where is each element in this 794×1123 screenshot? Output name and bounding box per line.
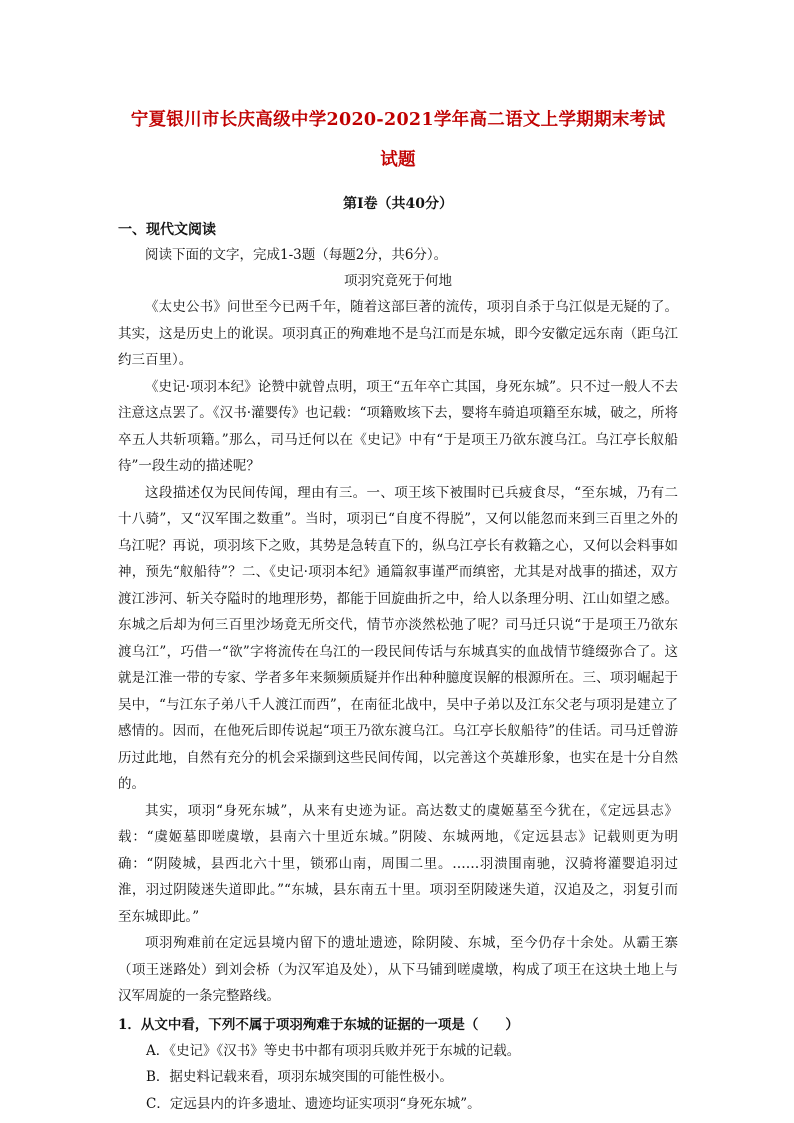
document-title	[118, 100, 678, 180]
title-line-1: 宁夏银川市长庆高级中学2020-2021学年高二语文上学期期末考试	[130, 110, 666, 130]
document-page	[118, 100, 678, 1117]
passage-paragraph: 其实，项羽“身死东城”，从来有史迹为证。高达数丈的虞姬墓至今犹在，《定远县志》载：“虞姬墓即嗟虞墩，县南六十里近东城。”阴陵、东城两地，《定远县志》记载则更为明确：“阴陵城，县西北六十里，锁邪山南，周围二里。……羽溃围南驰，汉骑将灌婴追羽过淮，羽过阴陵迷失道即此。”“东城，县东南五十里。项羽至阴陵迷失道，汉追及之，羽复引而至东城即此。”	[118, 802, 678, 925]
passage-paragraph: 《史记·项羽本纪》论赞中就曾点明，项王“五年卒亡其国，身死东城”。只不过一般人不去注意这点罢了。《汉书·灌婴传》也记载：“项籍败垓下去，婴将车骑追项籍至东城，破之，所将卒五人共斩项籍。”那么，司马迁何以在《史记》中有“于是项王乃欲东渡乌江。乌江亭长舣船待”一段生动的描述呢？	[118, 378, 678, 474]
passage-paragraph: 这段描述仅为民间传闻，理由有三。一、项王垓下被围时已兵疲食尽，“至东城，乃有二十八骑”，又“汉军围之数重”。当时，项羽已“自度不得脱”，又何以能忽而来到三百里之外的乌江呢？再说，项羽垓下之败，其势是急转直下的，纵乌江亭长有救籍之心，又何以会料事如神，预先“舣船待”？二、《史记·项羽本纪》通篇叙事谨严而缜密，尤其是对战事的描述，双方渡江涉河、斩关夺隘时的地理形势，都能于回旋曲折之中，给人以条理分明、江山如望之感。东城之后却为何三百里沙场竟无所交代，情节亦淡然松弛了呢？司马迁只说“于是项王乃欲东渡乌江”，巧借一“欲”字将流传在乌江的一段民间传话与东城真实的血战情节缝缀弥合了。这就是江淮一带的专家、学者多年来频频质疑并作出种种臆度误解的根源所在。三、项羽崛起于吴中，“与江东子弟八千人渡江而西”，在南征北战中，吴中子弟以及江东父老与项羽是建立了感情的。因而，在他死后即传说起“项王乃欲东渡乌江。乌江亭长舣船待”的佳话。司马迁曾游历过此地，自然有充分的机会采撷到这些民间传闻，以完善这个英雄形象，也实在是十分自然的。	[118, 484, 678, 792]
passage-paragraph: 项羽殉难前在定远县境内留下的遗址遗迹，除阴陵、东城，至今仍存十余处。从霸王寨（项王迷路处）到刘会桥（为汉军追及处），从下马铺到嗟虞墩，构成了项王在这块土地上与汉军周旋的一条完整路线。	[118, 935, 678, 1004]
passage-paragraph: 《太史公书》问世至今已两千年，随着这部巨著的流传，项羽自杀于乌江似是无疑的了。其实，这是历史上的讹误。项羽真正的殉难地不是乌江而是东城，即今安徽定远东南（距乌江约三百里）。	[118, 299, 678, 368]
part-heading: 第Ⅰ卷（共40分）	[342, 196, 454, 212]
question-1-option-b: B．据史料记载来看，项羽东城突围的可能性极小。	[146, 1069, 453, 1085]
passage-title: 项羽究竟死于何地	[344, 273, 452, 289]
section-heading: 一、现代文阅读	[118, 222, 216, 238]
title-line-2: 试题	[380, 150, 416, 170]
question-1-option-c: C．定远县内的许多遗址、遗迹均证实项羽“身死东城”。	[146, 1095, 481, 1112]
reading-instruction: 阅读下面的文字，完成1-3题（每题2分，共6分）。	[145, 247, 448, 263]
question-1-stem: 1．从文中看，下列不属于项羽殉难于东城的证据的一项是（ ）	[118, 1016, 519, 1033]
question-1-option-a: A．《史记》《汉书》等史书中都有项羽兵败并死于东城的记载。	[146, 1042, 521, 1059]
